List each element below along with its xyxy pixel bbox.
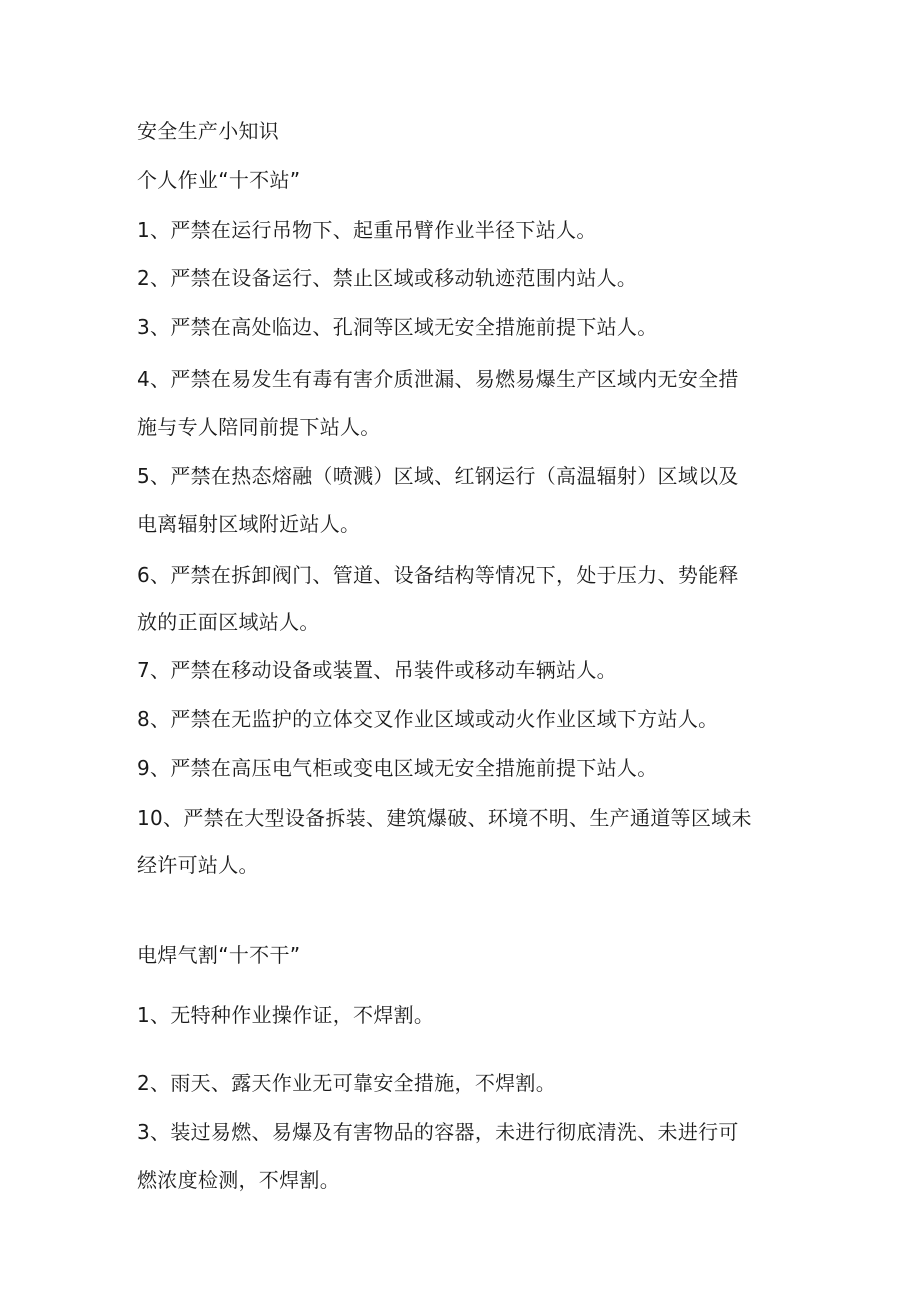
list-item-continuation: 电离辐射区域附近站人。 <box>137 512 361 536</box>
list-item: 5、严禁在热态熔融（喷溅）区域、红钢运行（高温辐射）区域以及 <box>137 464 739 488</box>
section-heading-welding-ten-no: 电焊气割“十不干” <box>137 943 301 967</box>
list-item: 1、严禁在运行吊物下、起重吊臂作业半径下站人。 <box>137 218 597 242</box>
page-title: 安全生产小知识 <box>137 119 280 143</box>
list-item: 3、装过易燃、易爆及有害物品的容器，未进行彻底清洗、未进行可 <box>137 1120 739 1144</box>
list-item-continuation: 施与专人陪同前提下站人。 <box>137 415 381 439</box>
list-item: 6、严禁在拆卸阀门、管道、设备结构等情况下，处于压力、势能释 <box>137 563 739 587</box>
list-item-continuation: 放的正面区域站人。 <box>137 610 320 634</box>
list-item: 2、严禁在设备运行、禁止区域或移动轨迹范围内站人。 <box>137 266 638 290</box>
list-item-continuation: 燃浓度检测，不焊割。 <box>137 1168 340 1192</box>
list-item-continuation: 经许可站人。 <box>137 853 259 877</box>
list-item: 1、无特种作业操作证，不焊割。 <box>137 1003 435 1027</box>
section-heading-ten-no-stand: 个人作业“十不站” <box>137 168 301 192</box>
list-item: 8、严禁在无监护的立体交叉作业区域或动火作业区域下方站人。 <box>137 707 719 731</box>
list-item: 4、严禁在易发生有毒有害介质泄漏、易燃易爆生产区域内无安全措 <box>137 367 739 391</box>
list-item: 3、严禁在高处临边、孔洞等区域无安全措施前提下站人。 <box>137 315 658 339</box>
list-item: 9、严禁在高压电气柜或变电区域无安全措施前提下站人。 <box>137 756 658 780</box>
list-item: 7、严禁在移动设备或装置、吊装件或移动车辆站人。 <box>137 658 617 682</box>
list-item: 10、严禁在大型设备拆装、建筑爆破、环境不明、生产通道等区域未 <box>137 806 752 830</box>
list-item: 2、雨天、露天作业无可靠安全措施，不焊割。 <box>137 1071 557 1095</box>
